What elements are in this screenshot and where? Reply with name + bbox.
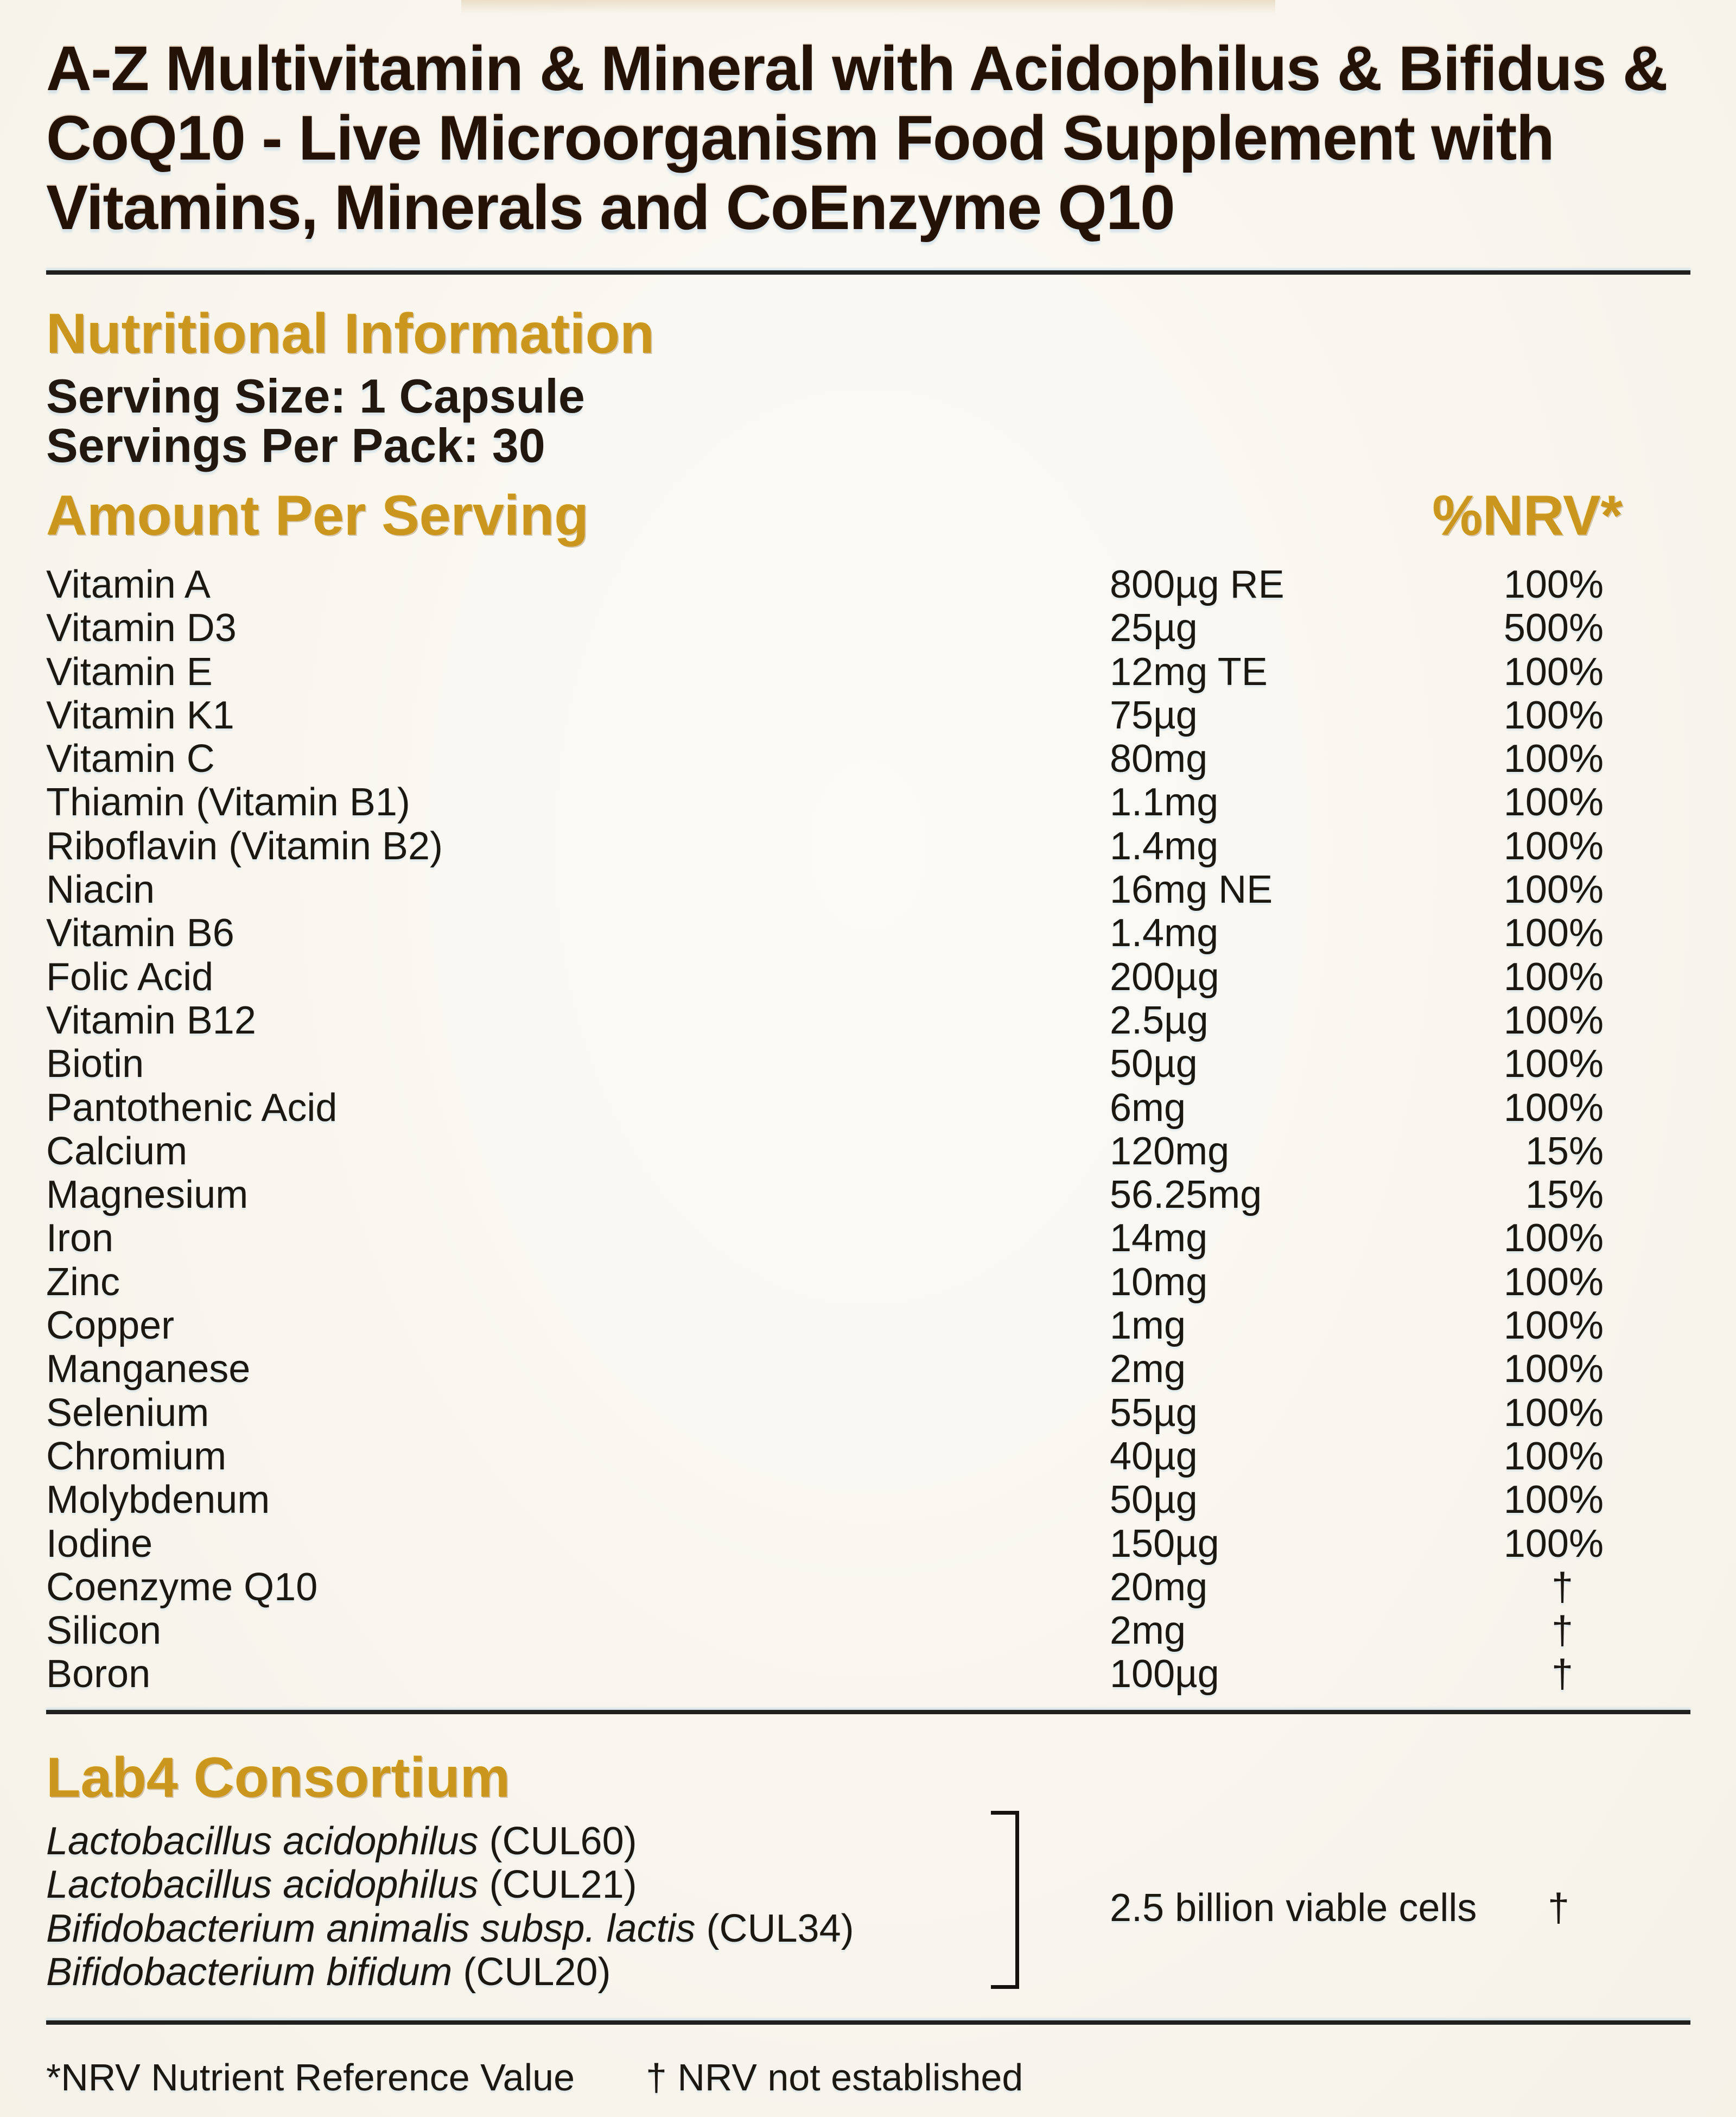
nutrient-row (46, 955, 1604, 999)
nutrient-nrv: 100% (1503, 563, 1604, 606)
nutrient-nrv: 100% (1503, 868, 1604, 912)
nrv-footnote: *NRV Nutrient Reference Value (46, 2056, 575, 2099)
strain-list (46, 1820, 854, 1994)
nutrient-amount: 25µg (1110, 606, 1198, 650)
nutrient-amount: 120mg (1110, 1129, 1230, 1173)
product-title-line-3: Vitamins, Minerals and CoEnzyme Q10 (46, 172, 1175, 243)
nutrient-amount: 1.1mg (1110, 781, 1219, 825)
nutrient-name: Folic Acid (46, 955, 214, 999)
nutrient-name: Vitamin D3 (46, 606, 237, 650)
strain-code: (CUL21) (489, 1863, 637, 1907)
nutrient-amount: 1.4mg (1110, 824, 1219, 868)
nutrient-name: Coenzyme Q10 (46, 1565, 318, 1609)
nutrient-amount: 800µg RE (1110, 563, 1284, 606)
nutrient-name: Iron (46, 1216, 114, 1260)
nutrient-nrv: 100% (1503, 911, 1604, 955)
nutrient-name: Iodine (46, 1522, 153, 1565)
nutrient-table (46, 563, 1604, 1696)
nutrient-name: Vitamin K1 (46, 693, 234, 737)
nutrient-name: Silicon (46, 1609, 162, 1653)
nutrient-amount: 56.25mg (1110, 1173, 1262, 1217)
nutrient-amount: 150µg (1110, 1522, 1219, 1565)
nutrient-nrv: 500% (1503, 606, 1604, 650)
nutrient-amount: 75µg (1110, 693, 1198, 737)
nutrient-row (46, 563, 1604, 606)
nutrient-amount: 10mg (1110, 1260, 1208, 1304)
nutrient-row (46, 825, 1604, 868)
nutrient-nrv: 100% (1503, 1434, 1604, 1478)
nutrient-row (46, 781, 1604, 824)
nutrient-nrv: † (1551, 1609, 1573, 1653)
nutrient-row (46, 1260, 1604, 1304)
nutrient-amount: 20mg (1110, 1565, 1208, 1609)
serving-size: Serving Size: 1 Capsule (46, 369, 585, 423)
strain-line (46, 1820, 854, 1863)
lab4-consortium-heading: Lab4 Consortium (46, 1746, 511, 1809)
nutrient-nrv: 15% (1525, 1173, 1604, 1217)
nutrient-nrv: 100% (1503, 955, 1604, 999)
nutrient-name: Magnesium (46, 1173, 249, 1217)
nutrient-name: Calcium (46, 1129, 188, 1173)
nutrient-name: Pantothenic Acid (46, 1086, 338, 1130)
nutrient-nrv: 100% (1503, 998, 1604, 1042)
nutrient-row (46, 1216, 1604, 1260)
nutrient-row (46, 1565, 1604, 1609)
nutrient-amount: 50µg (1110, 1042, 1198, 1086)
nutrient-nrv: 100% (1503, 1391, 1604, 1435)
nutrient-amount: 1mg (1110, 1304, 1186, 1348)
nutrient-nrv: † (1551, 1565, 1573, 1609)
nutrient-row (46, 1435, 1604, 1478)
strain-code: (CUL20) (463, 1950, 611, 1994)
nutrient-row (46, 1522, 1604, 1565)
nutrient-name: Selenium (46, 1391, 209, 1435)
nutrient-row (46, 650, 1604, 694)
nutrient-row (46, 868, 1604, 911)
strain-code: (CUL60) (489, 1820, 637, 1863)
nutrient-row (46, 737, 1604, 781)
nutrient-row (46, 999, 1604, 1042)
nutrient-amount: 40µg (1110, 1434, 1198, 1478)
bracket (991, 1811, 1019, 1989)
nutrient-nrv: 100% (1503, 1042, 1604, 1086)
nutrient-nrv: 100% (1503, 1216, 1604, 1260)
nutrient-row (46, 1173, 1604, 1216)
nutrient-nrv: 100% (1503, 650, 1604, 694)
nutrient-name: Vitamin C (46, 737, 215, 781)
nutrient-amount: 12mg TE (1110, 650, 1268, 694)
nutrient-amount: 50µg (1110, 1478, 1198, 1522)
nutrient-nrv: 100% (1503, 1304, 1604, 1348)
nutrient-nrv: 100% (1503, 824, 1604, 868)
servings-per-pack: Servings Per Pack: 30 (46, 419, 545, 472)
nutrient-row (46, 1347, 1604, 1391)
nutrient-amount: 80mg (1110, 737, 1208, 781)
nutrient-amount: 16mg NE (1110, 868, 1273, 912)
nutrient-name: Vitamin B6 (46, 911, 234, 955)
nutrient-row (46, 911, 1604, 955)
strain-species: Lactobacillus acidophilus (46, 1820, 489, 1863)
nutrient-row (46, 1042, 1604, 1086)
divider-middle (46, 1710, 1690, 1714)
table-header-row (46, 484, 1623, 548)
nutrient-name: Copper (46, 1304, 175, 1348)
nutrient-name: Manganese (46, 1347, 251, 1391)
nutrient-name: Chromium (46, 1434, 227, 1478)
nutrient-nrv: 100% (1503, 693, 1604, 737)
viable-cells-nrv-dagger: † (1548, 1886, 1570, 1930)
nrv-header: %NRV* (1432, 484, 1623, 547)
strain-species: Bifidobacterium bifidum (46, 1950, 463, 1994)
divider-bottom (46, 2020, 1690, 2025)
dagger-footnote: † NRV not established (646, 2056, 1023, 2099)
divider-top (46, 270, 1690, 275)
nutrient-name: Niacin (46, 868, 155, 912)
nutrient-name: Vitamin E (46, 650, 213, 694)
nutrient-nrv: 100% (1503, 1478, 1604, 1522)
nutrient-nrv: 100% (1503, 1522, 1604, 1565)
nutrient-row (46, 1130, 1604, 1173)
nutrient-amount: 2.5µg (1110, 998, 1209, 1042)
nutrient-amount: 6mg (1110, 1086, 1186, 1130)
nutrient-name: Riboflavin (Vitamin B2) (46, 824, 443, 868)
nutrient-name: Boron (46, 1652, 151, 1696)
viable-cells-value: 2.5 billion viable cells (1110, 1886, 1477, 1930)
nutrient-row (46, 1652, 1604, 1696)
nutrient-name: Molybdenum (46, 1478, 270, 1522)
product-title-line-1: A-Z Multivitamin & Mineral with Acidophilus & Bifidus & (46, 33, 1668, 104)
scan-artifact (461, 0, 1275, 14)
amount-per-serving-header: Amount Per Serving (46, 484, 589, 547)
nutrient-nrv: 100% (1503, 1086, 1604, 1130)
nutrient-name: Vitamin B12 (46, 998, 256, 1042)
nutrient-name: Thiamin (Vitamin B1) (46, 781, 410, 825)
nutrient-row (46, 1086, 1604, 1130)
nutritional-information-heading: Nutritional Information (46, 302, 654, 365)
strain-species: Bifidobacterium animalis subsp. lactis (46, 1906, 707, 1950)
strain-line (46, 1950, 854, 1994)
product-title-line-2: CoQ10 - Live Microorganism Food Supplement with (46, 103, 1554, 173)
strain-line (46, 1863, 854, 1906)
nutrient-name: Biotin (46, 1042, 144, 1086)
nutrient-amount: 55µg (1110, 1391, 1198, 1435)
nutrient-nrv: 100% (1503, 737, 1604, 781)
strain-code: (CUL34) (706, 1906, 854, 1950)
nutrient-row (46, 1478, 1604, 1522)
nutrient-nrv: 100% (1503, 781, 1604, 825)
nutrient-row (46, 694, 1604, 737)
strain-species: Lactobacillus acidophilus (46, 1863, 489, 1907)
nutrient-row (46, 606, 1604, 650)
nutrient-amount: 14mg (1110, 1216, 1208, 1260)
nutrient-row (46, 1609, 1604, 1652)
nutrient-nrv: † (1551, 1652, 1573, 1696)
nutrient-nrv: 100% (1503, 1260, 1604, 1304)
nutrient-name: Vitamin A (46, 563, 211, 606)
strain-line (46, 1907, 854, 1950)
nutrient-amount: 1.4mg (1110, 911, 1219, 955)
nutrient-amount: 2mg (1110, 1347, 1186, 1391)
nutrient-name: Zinc (46, 1260, 120, 1304)
nutrient-amount: 100µg (1110, 1652, 1219, 1696)
nutrient-row (46, 1304, 1604, 1347)
nutrient-row (46, 1391, 1604, 1435)
nutrient-nrv: 15% (1525, 1129, 1604, 1173)
nutrient-amount: 2mg (1110, 1609, 1186, 1653)
nutrient-nrv: 100% (1503, 1347, 1604, 1391)
nutrient-amount: 200µg (1110, 955, 1219, 999)
product-title (46, 34, 1667, 242)
